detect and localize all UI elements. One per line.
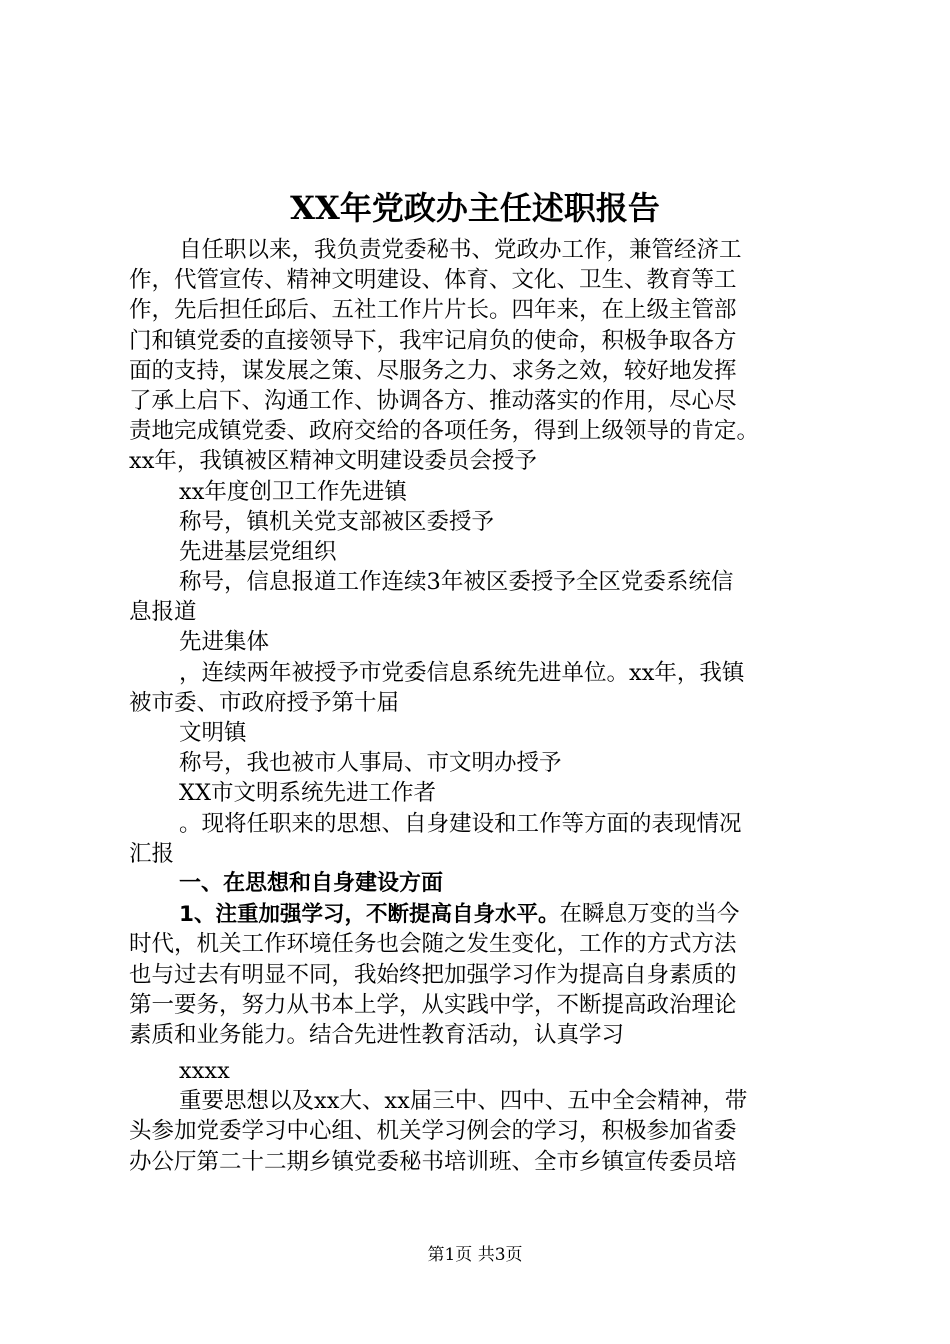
body-line: 自任职以来，我负责党委秘书、党政办工作，兼管经济工 (179, 237, 742, 263)
body-line: 称号，我也被市人事局、市文明办授予 (179, 750, 562, 777)
body-line: 作，先后担任邱后、五社工作片片长。四年来，在上级主管部 (129, 297, 737, 324)
body-line: 。现将任职来的思想、自身建设和工作等方面的表现情况 (179, 810, 742, 837)
body-line: xxxx (179, 1058, 230, 1085)
body-line: ，连续两年被授予市党委信息系统先进单位。xx年，我镇 (179, 659, 745, 686)
item-text: 在瞬息万变的当今 (559, 901, 740, 928)
body-line: 称号，信息报道工作连续3年被区委授予全区党委系统信 (179, 569, 734, 596)
body-line: 也与过去有明显不同，我始终把加强学习作为提高自身素质的 (129, 961, 737, 988)
body-line: 作，代管宣传、精神文明建设、体育、文化、卫生、教育等工 (129, 267, 737, 294)
document-body (129, 235, 839, 1177)
body-line: 第一要务，努力从书本上学，从实践中学，不断提高政治理论 (129, 991, 737, 1018)
page-footer: 第1页 共3页 (427, 1245, 523, 1265)
body-line: xx年，我镇被区精神文明建设委员会授予 (129, 448, 537, 475)
body-line: 重要思想以及xx大、xx届三中、四中、五中全会精神，带 (179, 1088, 748, 1115)
body-line: 头参加党委学习中心组、机关学习例会的学习，积极参加省委 (129, 1118, 737, 1145)
body-line: 先进集体 (179, 629, 270, 656)
body-line: 了承上启下、沟通工作、协调各方、推动落实的作用，尽心尽 (129, 387, 737, 414)
body-line: 称号，镇机关党支部被区委授予 (179, 508, 495, 535)
body-line: xx年度创卫工作先进镇 (179, 478, 407, 505)
document-title: XX年党政办主任述职报告 (290, 189, 660, 227)
body-line: 责地完成镇党委、政府交给的各项任务，得到上级领导的肯定。 (129, 418, 760, 445)
body-line: 素质和业务能力。结合先进性教育活动，认真学习 (129, 1021, 625, 1048)
section-heading: 一、在思想和自身建设方面 (179, 870, 444, 896)
body-line: 时代，机关工作环境任务也会随之发生变化，工作的方式方法 (129, 931, 737, 958)
body-line: 汇报 (129, 840, 175, 867)
body-line: 息报道 (129, 599, 197, 626)
item-heading: 1、注重加强学习，不断提高自身水平。 (179, 902, 560, 928)
body-line: XX市文明系统先进工作者 (179, 780, 437, 807)
body-line: 被市委、市政府授予第十届 (129, 689, 400, 716)
body-line (129, 899, 839, 929)
body-line: 先进基层党组织 (179, 538, 337, 565)
body-line: 门和镇党委的直接领导下，我牢记肩负的使命，积极争取各方 (129, 327, 737, 354)
body-line: 办公厅第二十二期乡镇党委秘书培训班、全市乡镇宣传委员培 (129, 1148, 737, 1175)
body-line: 文明镇 (179, 720, 247, 746)
body-line: 面的支持，谋发展之策、尽服务之力、求务之效，较好地发挥 (129, 357, 737, 384)
